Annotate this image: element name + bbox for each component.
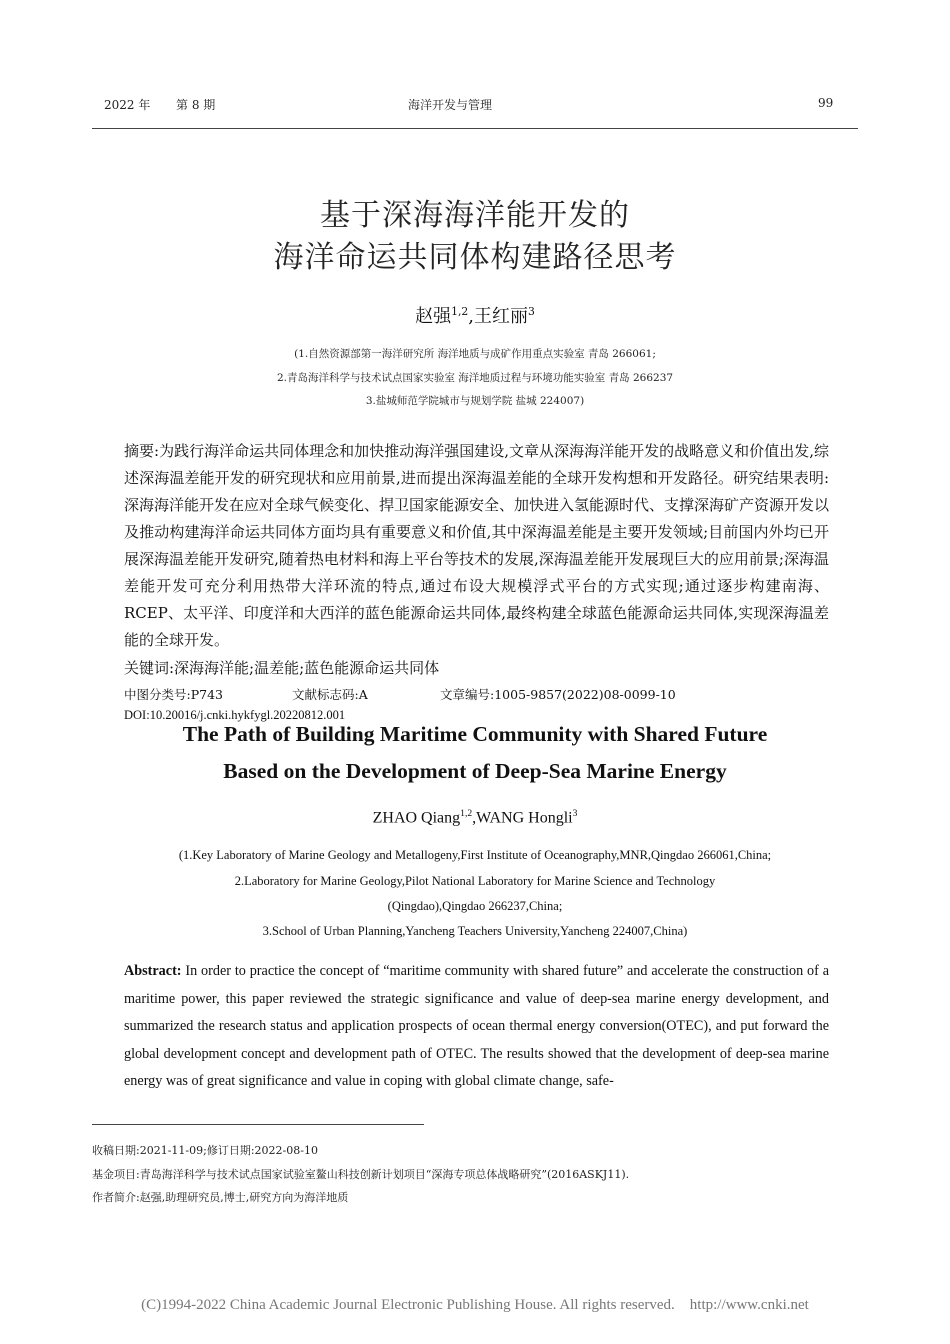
- en-author2: WANG Hongli: [476, 809, 573, 827]
- cn-article-number: 文章编号:1005-9857(2022)08-0099-10: [440, 687, 676, 702]
- cn-author2-affil: 3: [528, 305, 535, 318]
- footnote-fund: 基金项目:青岛海洋科学与技术试点国家试验室鳌山科技创新计划项目“深海专项总体战略研究”(2016ASKJ11).: [92, 1168, 630, 1181]
- en-abstract-text: In order to practice the concept of “maritime community with shared future” and accelerate the construction of a maritime power, this paper reviewed the strategic significance and value of deep-sea marine energy development, and summarized the research status and application prospects of ocean thermal energy conversion(OTEC), and put forward the global development concept and development path of OTEC. The results showed that the development of deep-sea marine energy was of great significance and value in coping with global climate change, safe-: [124, 963, 829, 1089]
- cn-affiliation-3: 3.盐城师范学院城市与规划学院 盐城 224007): [365, 395, 585, 407]
- en-abstract: [124, 958, 829, 1096]
- cn-title-line2: 海洋命运共同体构建路径思考: [273, 240, 677, 275]
- header-rule: [92, 128, 858, 129]
- cn-document-code: 文献标志码:A: [292, 687, 368, 702]
- en-author-sep: ,: [472, 809, 477, 827]
- en-author1: ZHAO Qiang: [372, 809, 461, 827]
- header-issue: 第 8 期: [176, 98, 216, 112]
- doi: DOI:10.20016/j.cnki.hykfygl.20220812.001: [124, 708, 346, 722]
- header-journal: 海洋开发与管理: [408, 98, 493, 112]
- cn-author-sep: ,: [468, 306, 475, 327]
- header-page-number: 99: [818, 96, 834, 110]
- en-title-line1: The Path of Building Maritime Community with Shared Future: [182, 722, 768, 746]
- en-affiliation-1: (1.Key Laboratory of Marine Geology and Metallogeny,First Institute of Oceanography,MNR,Qingdao 266061,China;: [178, 848, 772, 862]
- cn-author2: 王红丽: [474, 306, 529, 327]
- cn-clc-number: 中图分类号:P743: [124, 687, 223, 702]
- footnote-author-bio: 作者简介:赵强,助理研究员,博士,研究方向为海洋地质: [92, 1191, 349, 1204]
- en-abstract-label: Abstract:: [124, 963, 182, 979]
- cn-affiliation-2: 2.青岛海洋科学与技术试点国家实验室 海洋地质过程与环境功能实验室 青岛 266237: [276, 372, 674, 384]
- cn-keywords: 关键词:深海海洋能;温差能;蓝色能源命运共同体: [124, 659, 440, 677]
- en-author1-affil: 1,2: [460, 808, 473, 819]
- footnote-rule: [92, 1124, 424, 1125]
- cn-authors: [0, 302, 950, 328]
- cn-abstract: 摘要:为践行海洋命运共同体理念和加快推动海洋强国建设,文章从深海海洋能开发的战略意义和价值出发,综述深海温差能开发的研究现状和应用前景,进而提出深海温差能的全球开发构想和开发路径。研究结果表明:深海海洋能开发在应对全球气候变化、捍卫国家能源安全、加快进入氢能源时代、支撑深海矿产资源开发以及推动构建海洋命运共同体方面均具有重要意义和价值,其中深海温差能是主要开发领域;目前国内外均已开展深海温差能开发研究,随着热电材料和海上平台等技术的发展,深海温差能开发展现巨大的应用前景;深海温差能开发可充分利用热带大洋环流的特点,通过布设大规模浮式平台的方式实现;通过逐步构建南海、RCEP、太平洋、印度洋和大西洋的蓝色能源命运共同体,最终构建全球蓝色能源命运共同体,实现深海温差能的全球开发。: [124, 442, 830, 649]
- cn-author1: 赵强: [415, 306, 452, 327]
- en-affiliation-4: 3.School of Urban Planning,Yancheng Teachers University,Yancheng 224007,China): [262, 924, 688, 938]
- en-affiliation-3: (Qingdao),Qingdao 266237,China;: [387, 899, 563, 913]
- cn-affiliation-1: (1.自然资源部第一海洋研究所 海洋地质与成矿作用重点实验室 青岛 266061;: [294, 348, 656, 360]
- en-title-line2: Based on the Development of Deep-Sea Marine Energy: [223, 759, 727, 783]
- en-authors: [0, 808, 950, 827]
- en-author2-affil: 3: [572, 808, 578, 819]
- footnote-received: 收稿日期:2021-11-09;修订日期:2022-08-10: [92, 1144, 318, 1157]
- cn-author1-affil: 1,2: [451, 305, 469, 318]
- en-affiliation-2: 2.Laboratory for Marine Geology,Pilot National Laboratory for Marine Science and Technology: [234, 874, 716, 888]
- cn-title-line1: 基于深海海洋能开发的: [320, 198, 630, 233]
- header-year: 2022 年: [104, 98, 151, 112]
- cnki-copyright-footer: (C)1994-2022 China Academic Journal Electronic Publishing House. All rights reserved. http://www.cnki.net: [141, 1297, 809, 1313]
